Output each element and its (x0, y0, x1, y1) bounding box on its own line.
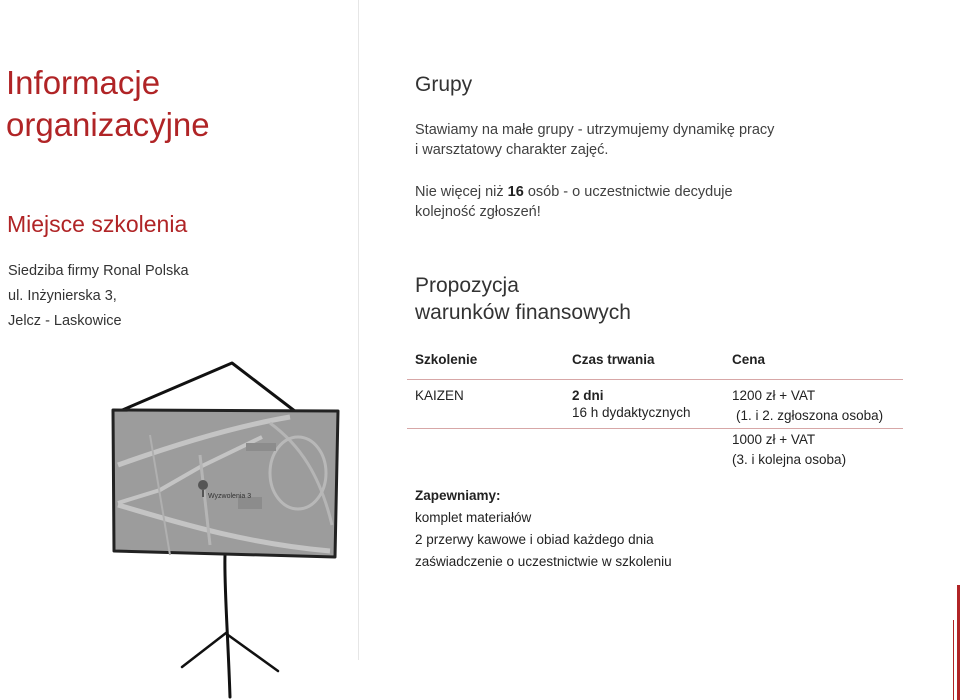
corner-accent-line (953, 620, 954, 700)
easel-center-leg (225, 555, 230, 697)
included-heading: Zapewniamy: (415, 488, 501, 503)
included-item: zaświadczenie o uczestnictwie w szkoleniu (415, 554, 672, 569)
price-tier-1 (732, 386, 883, 426)
address-line-street: ul. Inżynierska 3, (8, 288, 117, 304)
groups-p2-pre: Nie więcej niż (415, 184, 508, 200)
groups-paragraph-2 (415, 182, 733, 222)
easel-right-brace (228, 635, 278, 671)
table-header-rule (407, 379, 903, 380)
price-tier-2 (732, 430, 846, 470)
map-board (113, 410, 338, 557)
included-section (415, 485, 672, 573)
table-header-training: Szkolenie (415, 352, 478, 367)
address-line-company: Siedziba firmy Ronal Polska (8, 263, 189, 279)
included-item: komplet materiałów (415, 510, 532, 525)
venue-address (8, 262, 189, 331)
venue-heading: Miejsce szkolenia (7, 211, 188, 237)
page-title-line-2: organizacyjne (6, 106, 210, 143)
easel-top (120, 363, 300, 415)
address-line-city: Jelcz - Laskowice (8, 313, 122, 329)
proposal-heading (415, 272, 631, 326)
duration-days: 2 dni (572, 388, 604, 403)
groups-paragraph-1 (415, 120, 774, 160)
easel-left-brace (182, 633, 226, 667)
map-pin-icon (198, 480, 208, 490)
groups-p2-post: osób - o uczestnictwie decyduje (523, 184, 733, 200)
groups-p1-line2: i warsztatowy charakter zajęć. (415, 142, 609, 158)
groups-p2-line2: kolejność zgłoszeń! (415, 204, 541, 220)
table-header-price: Cena (732, 352, 766, 367)
map-label: Wyzwolenia 3 (208, 493, 252, 500)
price-tier-1-amount: 1200 zł + VAT (732, 388, 816, 403)
column-divider (358, 0, 359, 660)
page-title (6, 62, 210, 146)
proposal-heading-line-2: warunków finansowych (415, 301, 631, 324)
price-tier-2-amount: 1000 zł + VAT (732, 432, 816, 447)
included-item: 2 przerwy kawowe i obiad każdego dnia (415, 532, 654, 547)
table-header-duration: Czas trwania (572, 352, 655, 367)
table-cell-training: KAIZEN (415, 388, 464, 403)
price-tier-2-note: (3. i kolejna osoba) (732, 452, 847, 467)
duration-hours: 16 h dydaktycznych (572, 405, 691, 420)
page-title-line-1: Informacje (6, 64, 161, 101)
groups-p1-line1: Stawiamy na małe grupy - utrzymujemy dynamikę pracy (415, 122, 775, 138)
table-cell-duration (572, 387, 691, 421)
groups-max-count: 16 (507, 184, 524, 200)
easel-map-illustration (0, 355, 345, 700)
price-tier-1-note: (1. i 2. zgłoszona osoba) (736, 408, 884, 423)
table-row-rule (407, 428, 903, 429)
proposal-heading-line-1: Propozycja (415, 274, 519, 297)
groups-heading: Grupy (415, 73, 473, 96)
